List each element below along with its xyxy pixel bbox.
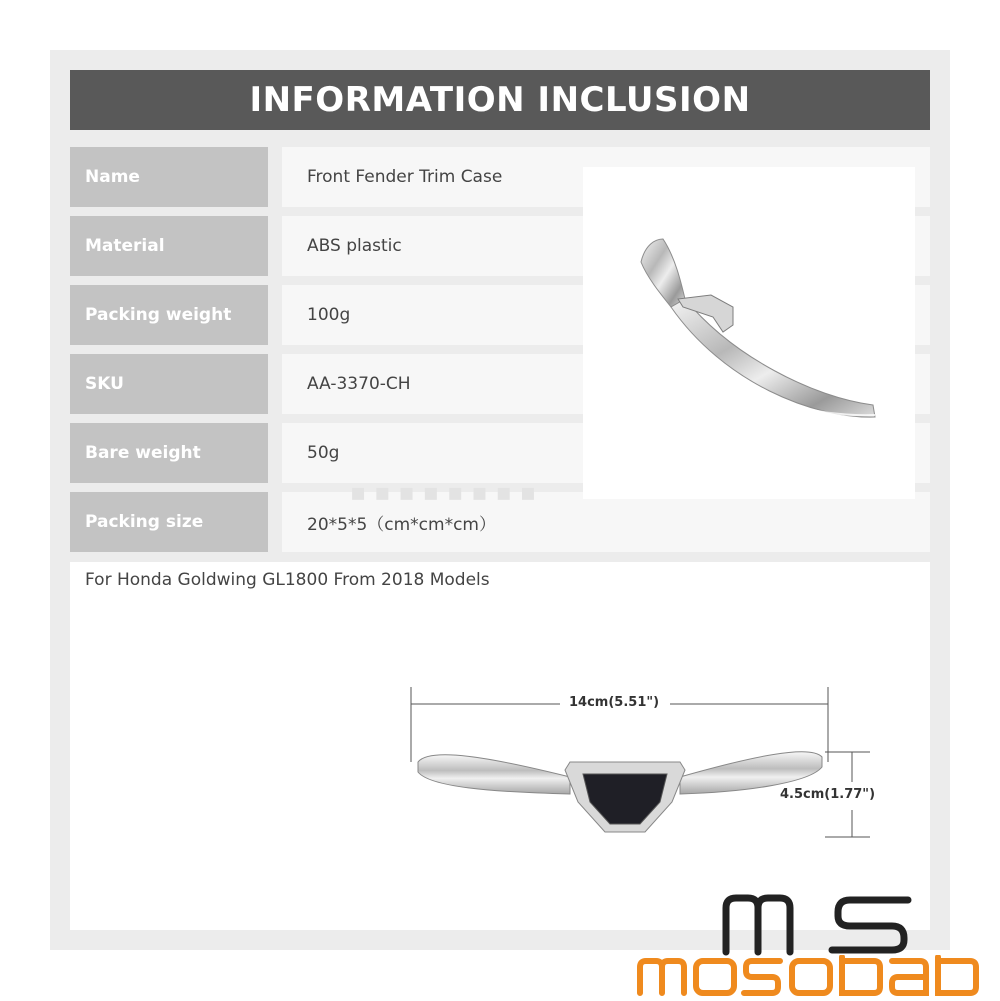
spec-value: AA-3370-CH bbox=[282, 354, 930, 414]
mosobaba-wordmark-icon bbox=[636, 955, 998, 997]
spec-value: 50g bbox=[282, 423, 930, 483]
fitment-text: For Honda Goldwing GL1800 From 2018 Models bbox=[85, 570, 490, 590]
product-diagram-area bbox=[70, 562, 930, 930]
brand-name bbox=[636, 955, 998, 997]
height-dimension-label: 4.5cm(1.77") bbox=[776, 787, 879, 802]
chrome-fender-trim-photo-icon bbox=[583, 167, 915, 499]
spec-value: ABS plastic bbox=[282, 216, 930, 276]
chrome-fender-trim-diagram-icon bbox=[70, 562, 930, 930]
ms-logo-icon bbox=[720, 892, 920, 956]
spec-label: Packing size bbox=[70, 492, 268, 552]
page-title: INFORMATION INCLUSION bbox=[70, 70, 930, 130]
spec-label: Packing weight bbox=[70, 285, 268, 345]
watermark: ▪▪▪▪▪▪▪▪ bbox=[350, 478, 545, 506]
product-photo bbox=[583, 167, 915, 499]
spec-label: Material bbox=[70, 216, 268, 276]
spec-value: 20*5*5（cm*cm*cm） bbox=[282, 492, 930, 552]
spec-value: 100g bbox=[282, 285, 930, 345]
spec-value: Front Fender Trim Case bbox=[282, 147, 930, 207]
spec-label: Bare weight bbox=[70, 423, 268, 483]
spec-label: Name bbox=[70, 147, 268, 207]
width-dimension-label: 14cm(5.51") bbox=[565, 695, 663, 710]
spec-label: SKU bbox=[70, 354, 268, 414]
